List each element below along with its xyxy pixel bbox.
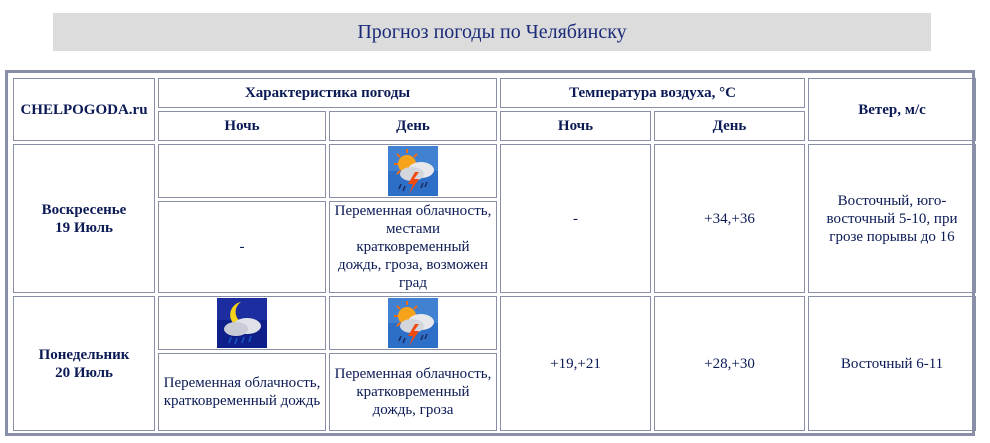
header-weather-night: Ночь (158, 111, 326, 141)
table-row (13, 296, 976, 350)
night-desc-cell: Переменная облачность, кратковременный дождь (158, 353, 326, 431)
temp-day-cell: +28,+30 (654, 296, 805, 431)
wind-cell: Восточный 6-11 (808, 296, 976, 431)
header-wind: Ветер, м/с (808, 78, 976, 141)
moon-rain-icon (217, 298, 267, 348)
night-desc-cell: - (158, 201, 326, 293)
day-name: Воскресенье (41, 201, 127, 218)
temp-night-cell: - (500, 144, 651, 293)
header-weather-day: День (329, 111, 497, 141)
day-desc-cell: Переменная облачность, кратковременный дождь, гроза (329, 353, 497, 431)
temp-night-cell: +19,+21 (500, 296, 651, 431)
date-cell (13, 144, 155, 293)
forecast-frame (5, 70, 975, 436)
night-icon-cell (158, 144, 326, 198)
page-title: Прогноз погоды по Челябинску (53, 13, 931, 51)
day-icon-cell (329, 296, 497, 350)
header-temperature: Температура воздуха, °C (500, 78, 805, 108)
thunderstorm-icon (388, 298, 438, 348)
date: 20 Июль (55, 364, 113, 381)
night-icon-cell (158, 296, 326, 350)
date: 19 Июль (55, 219, 113, 236)
temp-day-cell: +34,+36 (654, 144, 805, 293)
table-header-row (13, 78, 976, 108)
day-desc-cell: Переменная облачность, местами кратковременный дождь, гроза, возможен град (329, 201, 497, 293)
site-name: CHELPOGODA.ru (13, 78, 155, 141)
header-temp-day: День (654, 111, 805, 141)
header-temp-night: Ночь (500, 111, 651, 141)
wind-cell: Восточный, юго-восточный 5-10, при грозе порывы до 16 (808, 144, 976, 293)
thunderstorm-icon (388, 146, 438, 196)
forecast-table (10, 75, 979, 434)
day-icon-cell (329, 144, 497, 198)
table-row (13, 144, 976, 198)
header-weather: Характеристика погоды (158, 78, 497, 108)
day-name: Понедельник (38, 346, 130, 363)
date-cell (13, 296, 155, 431)
